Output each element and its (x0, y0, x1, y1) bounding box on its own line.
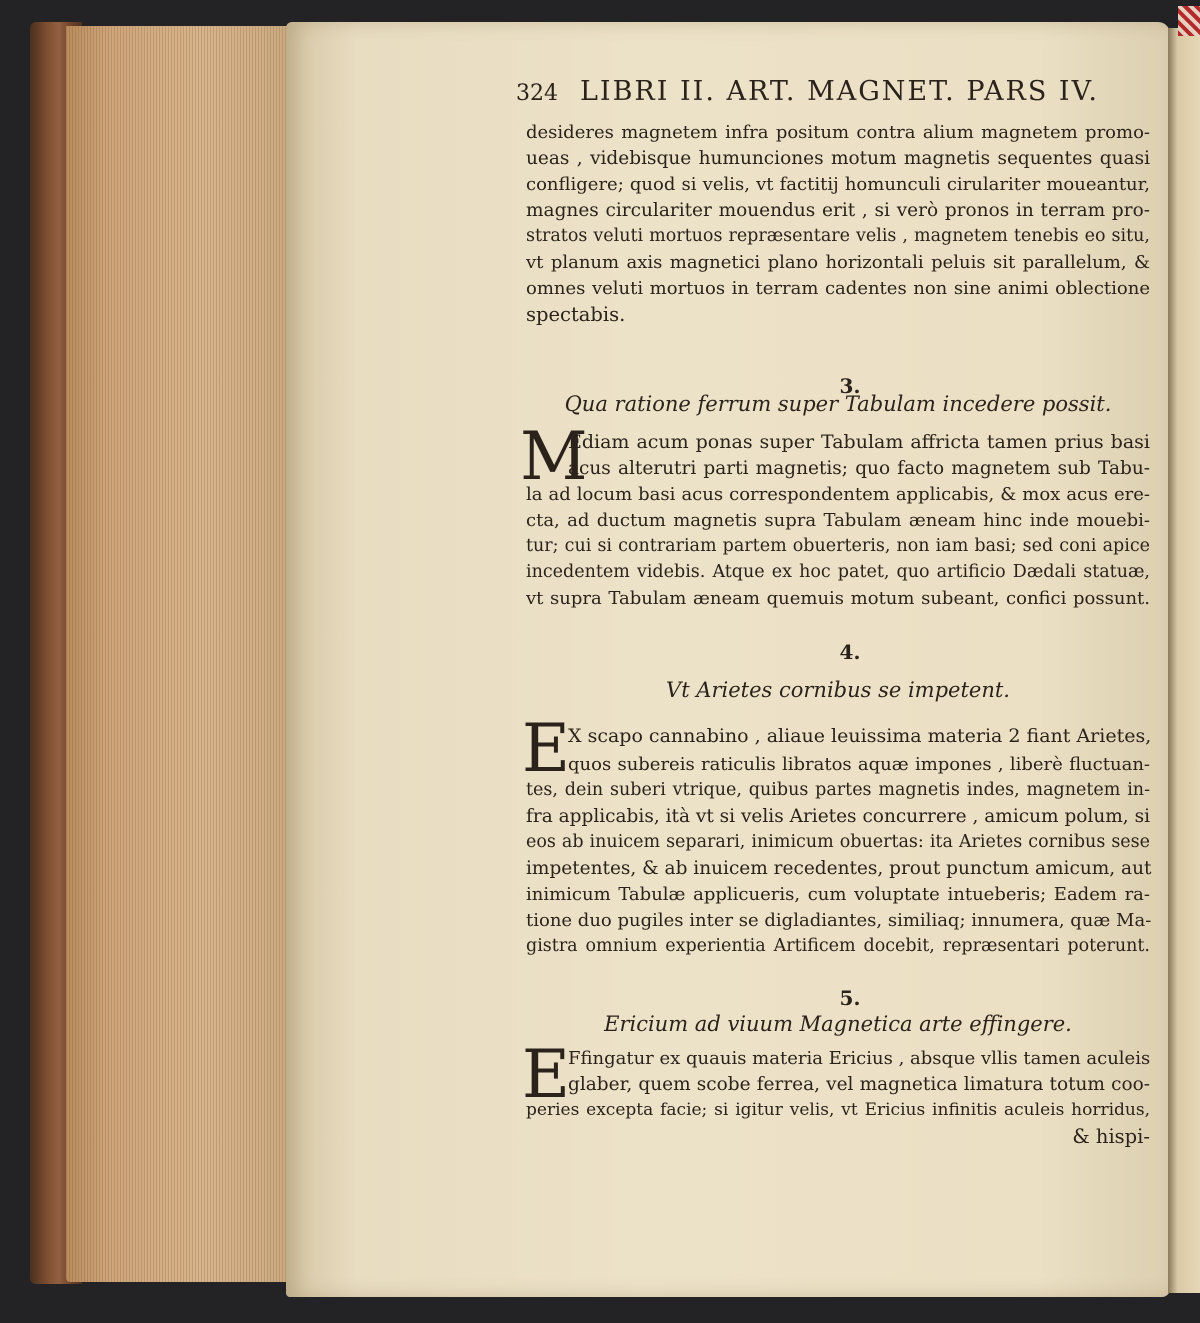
catchword: & hispi- (1072, 1125, 1150, 1148)
page-number: 324 (516, 81, 558, 106)
section-number: 3. (839, 374, 861, 398)
text-line: cta, ad ductum magnetis supra Tabulam æneam hinc inde mouebi- (526, 510, 1150, 531)
text-line: Ediam acum ponas super Tabulam affricta tamen prius basi (568, 431, 1150, 453)
text-line: magnes circulariter mouendus erit , si verò pronos in terram pro- (526, 200, 1150, 221)
section-number: 4. (839, 640, 861, 664)
text-line: fra applicabis, ità vt si velis Arietes concurrere , amicum polum, si (526, 806, 1150, 827)
text-line: inimicum Tabulæ applicueris, cum voluptate intueberis; Eadem ra- (526, 884, 1150, 905)
text-line: glaber, quem scobe ferrea, vel magnetica limatura totum coo- (568, 1074, 1150, 1095)
text-line: stratos veluti mortuos repræsentare velis , magnetem tenebis eo situ, (526, 226, 1150, 246)
text-line: desideres magnetem infra positum contra alium magnetem promo- (526, 122, 1150, 143)
text-line: incedentem videbis. Atque ex hoc patet, quo artificio Dædali statuæ, (526, 562, 1150, 582)
text-line: ueas , videbisque humunciones motum magnetis sequentes quasi (526, 148, 1150, 169)
drop-cap: M (520, 418, 588, 495)
marbled-endpaper (1178, 6, 1200, 36)
text-line: vt supra Tabulam æneam quemuis motum subeant, confici possunt. (526, 588, 1150, 609)
text-line: quos subereis raticulis libratos aquæ impones , liberè fluctuan- (568, 754, 1150, 775)
text-line: eos ab inuicem separari, inimicum obuertas: ita Arietes cornibus sese (526, 832, 1150, 852)
text-line: acus alterutri parti magnetis; quo facto magnetem sub Tabu- (568, 458, 1150, 479)
running-title: LIBRI II. ART. MAGNET. PARS IV. (580, 76, 1099, 107)
text-line: Ffingatur ex quauis materia Ericius , absque vllis tamen aculeis (568, 1048, 1151, 1069)
drop-cap: E (521, 1036, 571, 1113)
page-block-edges (66, 26, 288, 1282)
text-line: omnes veluti mortuos in terram cadentes non sine animi oblectione (526, 278, 1150, 299)
text-line: tur; cui si contrariam partem obuerteris, non iam basi; sed coni apice (526, 536, 1150, 556)
facing-page-edge (1168, 28, 1200, 1293)
section-title: Ericium ad viuum Magnetica arte effingere. (604, 1012, 1072, 1036)
text-line: spectabis. (526, 303, 626, 326)
drop-cap: E (521, 710, 571, 787)
text-line: confligere; quod si velis, vt factitij homunculi cirulariter moueantur, (526, 174, 1150, 195)
section-number: 5. (839, 986, 861, 1010)
text-line: peries excepta facie; si igitur velis, vt Ericius infinitis aculeis horridus, (526, 1100, 1150, 1120)
text-line: vt planum axis magnetici plano horizontali peluis sit parallelum, & (526, 252, 1150, 273)
text-line: tione duo pugiles inter se digladiantes, similiaq; innumera, quæ Ma- (526, 910, 1152, 931)
text-line: tes, dein suberi vtrique, quibus partes magnetis indes, magnetem in- (526, 780, 1150, 800)
section-title: Qua ratione ferrum super Tabulam incedere possit. (564, 392, 1112, 416)
text-line: impetentes, & ab inuicem recedentes, prout punctum amicum, aut (526, 858, 1152, 879)
text-line: gistra omnium experientia Artificem docebit, repræsentari poterunt. (526, 936, 1150, 956)
text-line: X scapo cannabino , aliaue leuissima materia 2 fiant Arietes, (568, 725, 1152, 747)
section-title: Vt Arietes cornibus se impetent. (666, 678, 1010, 702)
running-head (516, 76, 1156, 112)
text-line: la ad locum basi acus correspondentem applicabis, & mox acus ere- (526, 484, 1150, 505)
